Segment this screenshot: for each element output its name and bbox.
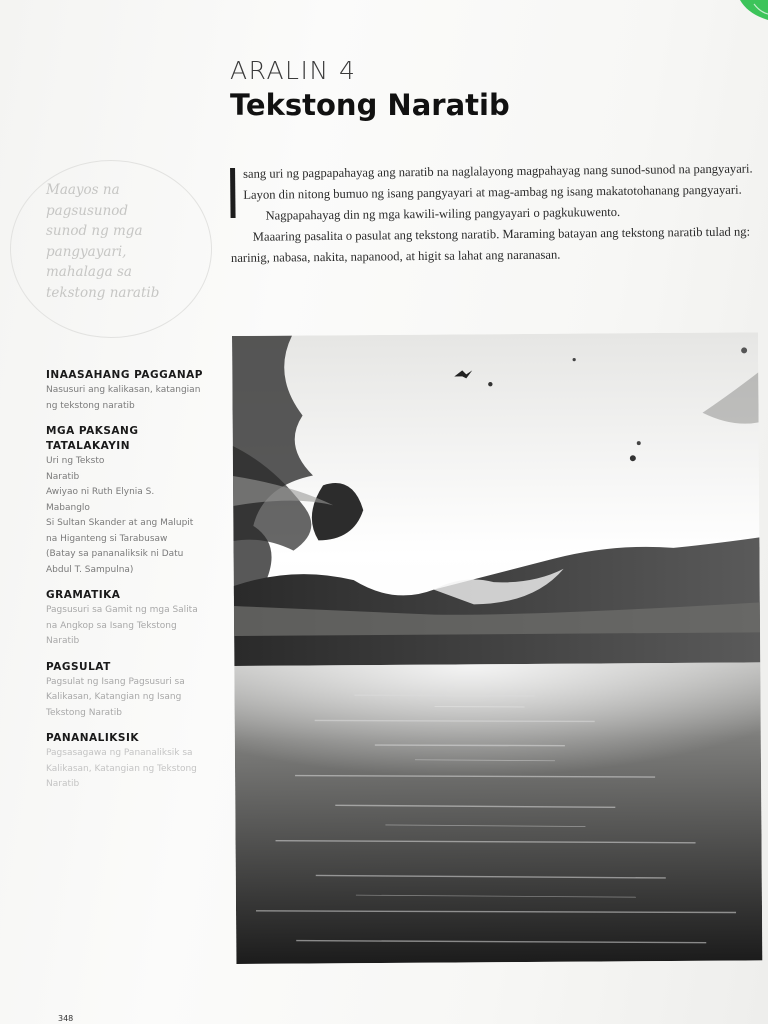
sidebar-item: Mabanglo — [46, 502, 90, 513]
quote-line: tekstong naratib — [46, 284, 160, 301]
sidebar-item: Pagsulat ng Isang Pagsusuri sa — [46, 676, 185, 687]
quote-line: Maayos na — [46, 182, 120, 198]
sidebar-item: Naratib — [46, 471, 80, 482]
sidebar-item: Uri ng Teksto — [46, 456, 105, 466]
sidebar-item: (Batay sa pananaliksik ni Datu — [46, 549, 184, 559]
sidebar-item: Si Sultan Skander at ang Malupit — [46, 518, 194, 528]
quote-line: sunod ng mga — [46, 223, 143, 239]
drop-cap-bar — [230, 168, 236, 218]
sidebar-item: Awiyao ni Ruth Elynia S. — [46, 487, 155, 497]
sidebar-item: Kalikasan, Katangian ng Isang — [46, 692, 182, 702]
sidebar-item: Naratib — [46, 779, 80, 789]
green-leaf-icon — [734, 0, 768, 26]
sidebar-heading: GRAMATIKA — [46, 589, 121, 601]
page-title: Tekstong Naratib — [230, 88, 510, 122]
seascape-photo — [232, 332, 762, 964]
sidebar-item: na Angkop sa Isang Tekstong — [46, 620, 177, 631]
intro-paragraph: Nagpapahayag din ng mga kawili-wiling pangyayari o pagkukuwento. — [265, 204, 621, 223]
sidebar-heading: PAGSULAT — [46, 660, 111, 673]
sidebar-item: na Higanteng si Tarabusaw — [46, 533, 168, 544]
sidebar-item: Pagsasagawa ng Pananaliksik sa — [46, 748, 193, 758]
sidebar-item: Abdul T. Sampulna) — [46, 564, 134, 575]
lesson-sidebar — [46, 368, 226, 803]
sidebar-item: ng tekstong naratib — [46, 400, 135, 411]
sidebar-item: Nasusuri ang kalikasan, katangian — [46, 385, 201, 395]
intro-text — [230, 158, 759, 269]
intro-paragraph: sang uri ng pagpapahayag ang naratib na naglalayong magpahayag nang sunod-sunod na pangyayari. Layon din nitong bumuo ng isang pangyayari at mag-ambag ng isang makatotohanang pangyayari. — [243, 161, 753, 202]
sidebar-section-paksa — [46, 424, 226, 578]
pull-quote — [46, 180, 186, 303]
sidebar-item: Naratib — [46, 636, 80, 646]
page-number: 348 — [58, 1014, 74, 1023]
intro-paragraph: Maaaring pasalita o pasulat ang tekstong naratib. Maraming batayan ang tekstong naratib tulad ng: narinig, nabasa, nakita, napanood, at higit sa lahat ang naranasan. — [230, 224, 751, 265]
sidebar-section-pagganap — [46, 368, 226, 414]
sidebar-heading: PANANALIKSIK — [46, 732, 140, 744]
sidebar-section-gramatika — [46, 588, 226, 650]
quote-line: pangyayari, — [46, 243, 127, 260]
quote-line: pagsusunod — [46, 202, 129, 219]
sidebar-item: Pagsusuri sa Gamit ng mga Salita — [46, 605, 198, 615]
sidebar-heading: INAASAHANG PAGGANAP — [46, 369, 203, 381]
lesson-number: ARALIN 4 — [230, 56, 357, 85]
sidebar-heading: MGA PAKSANG TATALAKAYIN — [46, 425, 139, 452]
sidebar-item: Kalikasan, Katangian ng Tekstong — [46, 763, 197, 774]
sidebar-section-pagsulat — [46, 660, 226, 722]
sidebar-section-pananaliksik — [46, 731, 226, 793]
sidebar-item: Tekstong Naratib — [46, 707, 122, 718]
quote-line: mahalaga sa — [46, 264, 132, 280]
